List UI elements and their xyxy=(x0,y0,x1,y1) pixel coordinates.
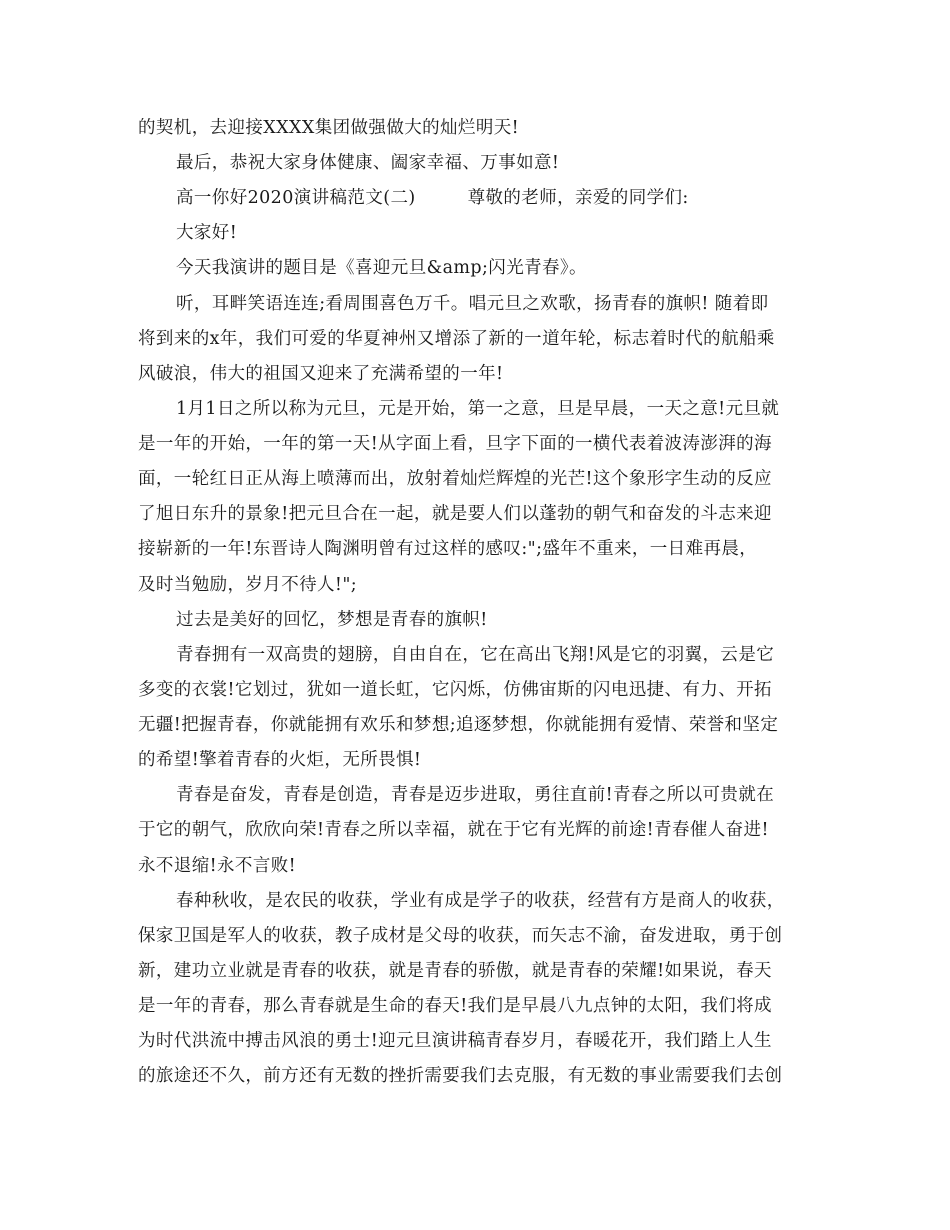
salutation: 尊敬的老师，亲爱的同学们: xyxy=(467,188,689,208)
text-line: 及时当勉励，岁月不待人!"; xyxy=(138,575,358,595)
text-line: 是一年的青春，那么青春就是生命的春天!我们是早晨八九点钟的太阳，我们将成 xyxy=(138,996,772,1016)
text-line: 无疆!把握青春，你就能拥有欢乐和梦想;追逐梦想，你就能拥有爱情、荣誉和坚定 xyxy=(138,715,779,735)
text-line: 今天我演讲的题目是《喜迎元旦&amp;闪光青春》。 xyxy=(176,258,587,278)
text-line: 春种秋收，是农民的收获，学业有成是学子的收获，经营有方是商人的收获， xyxy=(176,891,785,911)
text-line: 多变的衣裳!它划过，犹如一道长虹，它闪烁，仿佛宙斯的闪电迅捷、有力、开拓 xyxy=(138,680,772,700)
text-line: 为时代洪流中搏击风浪的勇士!迎元旦演讲稿青春岁月，春暖花开，我们踏上人生 xyxy=(138,1031,772,1051)
text-line: 面，一轮红日正从海上喷薄而出，放射着灿烂辉煌的光芒!这个象形字生动的反应 xyxy=(138,469,772,489)
text-line: 于它的朝气，欣欣向荣!青春之所以幸福，就在于它有光辉的前途!青春催人奋进! xyxy=(138,820,769,840)
text-line: 新，建功立业就是青春的收获，就是青春的骄傲，就是青春的荣耀!如果说，春天 xyxy=(138,961,772,981)
text-line: 风破浪，伟大的祖国又迎来了充满希望的一年! xyxy=(138,364,504,384)
text-line: 保家卫国是军人的收获，教子成材是父母的收获，而矢志不渝，奋发进取，勇于创 xyxy=(138,926,783,946)
text-line: 接崭新的一年!东晋诗人陶渊明曾有过这样的感叹:";盛年不重来，一日难再晨， xyxy=(138,539,758,559)
text-line: 的契机，去迎接XXXX集团做强做大的灿烂明天! xyxy=(138,118,520,138)
text-line: 永不退缩!永不言败! xyxy=(138,856,297,876)
text-line: 的希望!擎着青春的火炬，无所畏惧! xyxy=(138,750,422,770)
text-line: 了旭日东升的景象!把元旦合在一起，就是要人们以蓬勃的朝气和奋发的斗志来迎 xyxy=(138,504,772,524)
text-line: 大家好! xyxy=(176,223,238,243)
section-heading: 高一你好2020演讲稿范文(二) xyxy=(176,188,416,208)
text-line: 青春拥有一双高贵的翅膀，自由自在，它在高出飞翔!风是它的羽翼，云是它 xyxy=(176,645,775,665)
text-line: 听，耳畔笑语连连;看周围喜色万千。唱元旦之欢歌，扬青春的旗帜! 随着即 xyxy=(176,294,769,314)
text-line xyxy=(176,190,689,208)
text-line: 青春是奋发，青春是创造，青春是迈步进取，勇往直前!青春之所以可贵就在 xyxy=(176,785,775,805)
text-line: 的旅途还不久，前方还有无数的挫折需要我们去克服，有无数的事业需要我们去创 xyxy=(138,1066,783,1086)
text-line: 最后，恭祝大家身体健康、阖家幸福、万事如意! xyxy=(176,153,560,173)
text-line: 将到来的x年，我们可爱的华夏神州又增添了新的一道年轮，标志着时代的航船乘 xyxy=(138,329,775,349)
text-line: 是一年的开始，一年的第一天!从字面上看，旦字下面的一横代表着波涛澎湃的海 xyxy=(138,434,772,454)
text-line: 1月1日之所以称为元旦，元是开始，第一之意，旦是早晨，一天之意!元旦就 xyxy=(176,399,780,419)
text-line: 过去是美好的回忆，梦想是青春的旗帜! xyxy=(176,610,488,630)
